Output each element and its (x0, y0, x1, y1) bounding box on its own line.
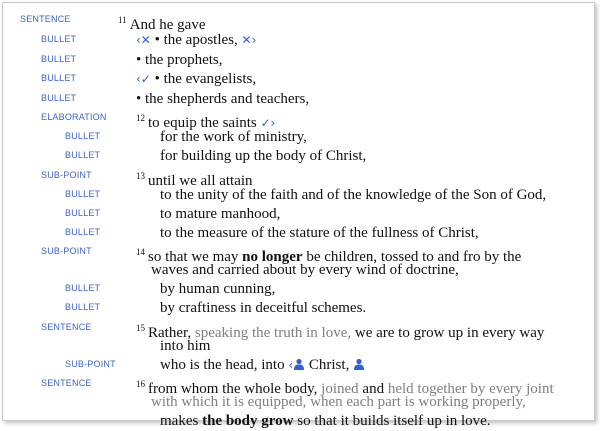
line-text: until we all attain (148, 173, 253, 189)
row-label-bullet: BULLET (65, 208, 101, 218)
row-label-subpoint: SUB-POINT (41, 170, 92, 180)
verse-number: 16 (136, 379, 145, 389)
row-text: to the measure of the stature of the fullness of Christ, (160, 225, 479, 241)
outline-row (3, 375, 594, 397)
row-text: into him (160, 338, 211, 354)
row-label-bullet: BULLET (65, 150, 101, 160)
row-label-subpoint: SUB-POINT (65, 359, 116, 369)
line-text: so that it builds itself up in love. (293, 413, 491, 429)
muted-text: held together by every joint (387, 381, 554, 397)
close-check-marker-icon[interactable]: ✓› (260, 116, 276, 130)
outline-row (3, 356, 594, 375)
row-text: for building up the body of Christ, (160, 148, 367, 164)
verse-number: 12 (136, 113, 145, 123)
outline-row (3, 70, 594, 89)
outline-row (3, 147, 594, 166)
row-text: to the unity of the faith and of the knowledge of the Son of God, (160, 187, 547, 203)
outline-row (3, 90, 594, 109)
line-text: Christ, (308, 357, 350, 373)
verse-number: 11 (118, 15, 127, 25)
emphasis-text: no longer (242, 249, 303, 265)
line-text: who is the head, into (160, 357, 289, 373)
row-text: • the shepherds and teachers, (136, 91, 310, 107)
muted-text: speaking the truth in love, (194, 325, 352, 341)
verse-number: 15 (136, 323, 145, 333)
row-label-bullet: BULLET (41, 34, 77, 44)
row-text (160, 412, 491, 431)
line-text: we are to grow up in every way (351, 325, 545, 341)
row-text: • the prophets, (136, 52, 223, 68)
line-text: makes (160, 413, 203, 429)
outline-row (3, 280, 594, 299)
person-icon[interactable] (293, 358, 305, 370)
row-text: to mature manhood, (160, 206, 281, 222)
line-text: and (358, 381, 388, 397)
line-text: from whom the whole body, (148, 381, 322, 397)
open-person-marker-icon[interactable]: ‹ (288, 358, 294, 372)
outline-row (3, 167, 594, 189)
row-text (136, 31, 256, 50)
row-label-bullet: BULLET (41, 54, 77, 64)
row-label-sentence: SENTENCE (41, 378, 92, 388)
outline-row (3, 109, 594, 131)
person-icon[interactable] (353, 358, 365, 370)
line-text: be children, tossed to and fro by the (302, 249, 522, 265)
outline-row (3, 128, 594, 147)
line-text: And he gave (129, 17, 206, 33)
row-label-bullet: BULLET (41, 93, 77, 103)
open-x-marker-icon[interactable]: ‹✕ (136, 33, 151, 47)
row-text: for the work of ministry, (160, 129, 307, 145)
row-label-bullet: BULLET (65, 302, 101, 312)
outline-row (3, 243, 594, 265)
row-text: waves and carried about by every wind of doctrine, (151, 262, 459, 278)
outline-row (3, 186, 594, 205)
row-text (160, 356, 365, 375)
muted-text: with which it is equipped, when each part is working properly, (151, 394, 526, 410)
row-label-bullet: BULLET (65, 283, 101, 293)
row-label-bullet: BULLET (65, 227, 101, 237)
outline-row (3, 224, 594, 243)
row-label-bullet: BULLET (65, 189, 101, 199)
open-check-marker-icon[interactable]: ‹✓ (136, 72, 151, 86)
close-x-marker-icon[interactable]: ✕› (241, 33, 257, 47)
row-label-subpoint: SUB-POINT (41, 246, 92, 256)
outline-row (3, 51, 594, 70)
row-label-sentence: SENTENCE (20, 14, 71, 24)
row-label-bullet: BULLET (41, 73, 77, 83)
row-label-elaboration: ELABORATION (41, 112, 107, 122)
outline-row (3, 319, 594, 341)
discourse-outline-panel (2, 2, 595, 429)
outline-row (3, 299, 594, 318)
line-text: • the apostles, (154, 32, 238, 48)
outline-row (3, 401, 594, 429)
verse-number: 13 (136, 171, 145, 181)
outline-row (3, 261, 594, 280)
emphasis-text: the body grow (202, 413, 294, 429)
line-text: • the evangelists, (154, 71, 257, 87)
line-text: Rather, (148, 325, 195, 341)
line-text: so that we may (148, 249, 243, 265)
outline-row (3, 205, 594, 224)
outline-row (3, 337, 594, 356)
row-text (136, 70, 256, 89)
line-text: to equip the saints (148, 115, 257, 131)
row-label-bullet: BULLET (65, 131, 101, 141)
row-label-sentence: SENTENCE (41, 322, 92, 332)
verse-number: 14 (136, 247, 145, 257)
row-text: by human cunning, (160, 281, 276, 297)
outline-row (3, 11, 594, 33)
row-text: by craftiness in deceitful schemes. (160, 300, 367, 316)
muted-text: joined (321, 381, 359, 397)
outline-row (3, 31, 594, 50)
